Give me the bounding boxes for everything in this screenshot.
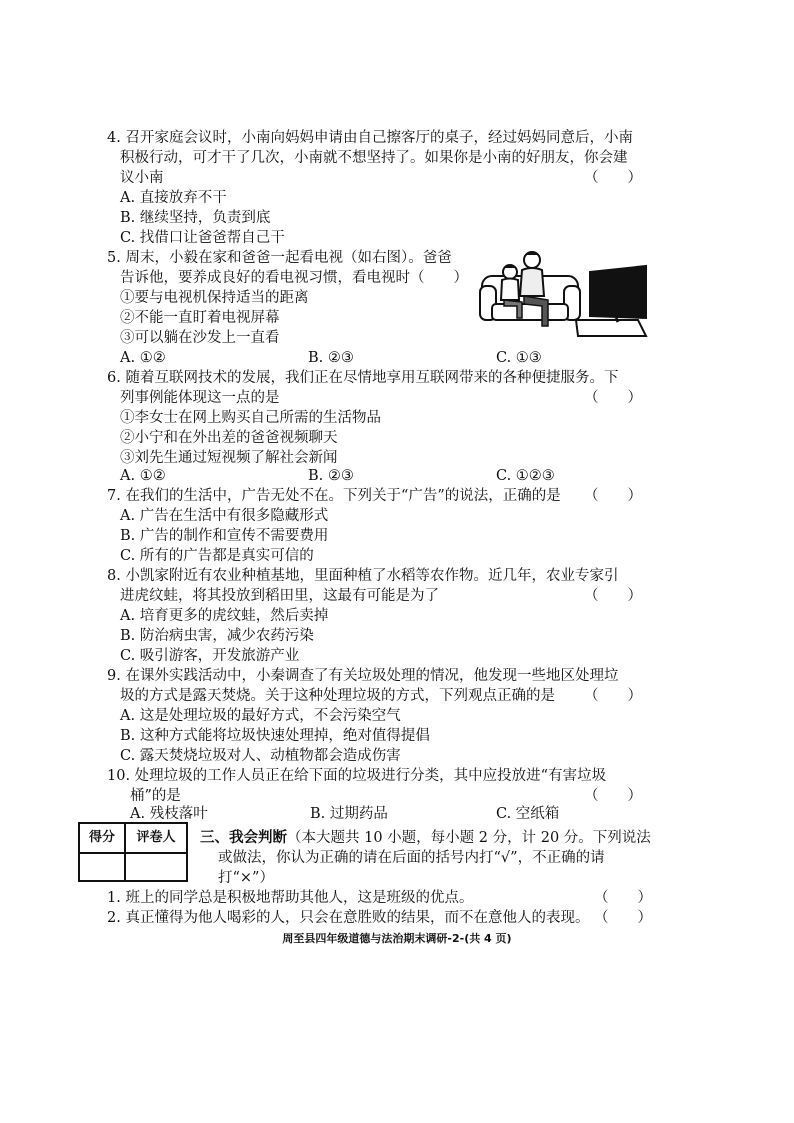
q7-option-a: A. 广告在生活中有很多隐藏形式 — [120, 508, 329, 524]
q9-option-a: A. 这是处理垃圾的最好方式，不会污染空气 — [120, 708, 401, 724]
q9-option-c: C. 露天焚烧垃圾对人、动植物都会造成伤害 — [120, 748, 401, 764]
q6-answer-bracket: （ ） — [584, 390, 642, 406]
judge-item-2: 2. 真正懂得为他人喝彩的人，只会在意胜败的结果，而不在意他人的表现。 — [107, 910, 590, 926]
score-box — [78, 822, 188, 882]
q7-option-b: B. 广告的制作和宣传不需要费用 — [120, 528, 329, 544]
score-cell — [80, 854, 126, 880]
q8-option-c: C. 吸引游客，开发旅游产业 — [120, 648, 300, 664]
score-label: 得分 — [80, 824, 126, 852]
q9-option-b: B. 这种方式能将垃圾快速处理掉，绝对值得提倡 — [120, 728, 430, 744]
q5-item-1: ①要与电视机保持适当的距离 — [120, 290, 309, 306]
q4-option-b: B. 继续坚持，负责到底 — [120, 210, 271, 226]
q10-option-b: B. 过期药品 — [310, 806, 388, 822]
q8-line-2: 进虎纹蛙，将其投放到稻田里，这最有可能是为了 — [120, 588, 439, 604]
q10-answer-bracket: （ ） — [584, 788, 642, 804]
q5-option-c: C. ①③ — [496, 350, 542, 366]
q5-item-2: ②不能一直盯着电视屏幕 — [120, 310, 280, 326]
q10-options — [130, 804, 650, 824]
q6-item-3: ③刘先生通过短视频了解社会新闻 — [120, 450, 338, 466]
q8-line-1: 8. 小凯家附近有农业种植基地，里面种植了水稻等农作物。近几年，农业专家引 — [107, 568, 619, 584]
q9-line-2: 圾的方式是露天焚烧。关于这种处理垃圾的方式，下列观点正确的是 — [120, 688, 555, 704]
q6-line-2: 列事例能体现这一点的是 — [120, 390, 280, 406]
section-3-instructions: （本大题共 10 小题，每小题 2 分，计 20 分。下列说法 — [287, 830, 651, 846]
q6-option-c: C. ①②③ — [496, 468, 555, 484]
q7-option-c: C. 所有的广告都是真实可信的 — [120, 548, 314, 564]
section-3-line-1 — [200, 828, 651, 848]
section-3-line-2: 或做法，你认为正确的请在后面的括号内打“√”，不正确的请 — [218, 850, 605, 866]
q7-answer-bracket: （ ） — [584, 488, 642, 504]
q8-answer-bracket: （ ） — [584, 588, 642, 604]
judge-item-1-bracket: （ ） — [594, 890, 652, 906]
q6-item-1: ①李女士在网上购买自己所需的生活物品 — [120, 410, 381, 426]
q9-line-1: 9. 在课外实践活动中，小秦调查了有关垃圾处理的情况，他发现一些地区处理垃 — [107, 668, 619, 684]
q6-options — [120, 466, 640, 486]
father-and-son-watching-tv-illustration — [478, 246, 650, 338]
q9-answer-bracket: （ ） — [584, 688, 642, 704]
section-3-title: 三、我会判断 — [200, 830, 287, 846]
q10-option-c: C. 空纸箱 — [496, 806, 560, 822]
score-box-blank-row — [80, 852, 186, 880]
q4-line-2: 积极行动，可才干了几次，小南就不想坚持了。如果你是小南的好朋友，你会建 — [120, 150, 628, 166]
q10-line-2: 桶”的是 — [130, 788, 181, 804]
q4-line-3: 议小南 — [120, 170, 164, 186]
q6-item-2: ②小宁和在外出差的爸爸视频聊天 — [120, 430, 338, 446]
q5-options — [120, 348, 640, 368]
q8-option-a: A. 培育更多的虎纹蛙，然后卖掉 — [120, 608, 329, 624]
q5-line-2: 告诉他，要养成良好的看电视习惯，看电视时（ ） — [120, 270, 468, 286]
q6-option-b: B. ②③ — [308, 468, 354, 484]
q8-option-b: B. 防治病虫害，减少农药污染 — [120, 628, 314, 644]
q5-option-a: A. ①② — [120, 350, 166, 366]
q4-answer-bracket: （ ） — [584, 170, 642, 186]
page-footer: 周至县四年级道德与法治期末调研-2-(共 4 页) — [282, 932, 512, 945]
grader-label: 评卷人 — [136, 830, 176, 845]
judge-item-2-bracket: （ ） — [594, 910, 652, 926]
q5-option-b: B. ②③ — [308, 350, 354, 366]
q4-option-c: C. 找借口让爸爸帮自己干 — [120, 230, 285, 246]
judge-item-1: 1. 班上的同学总是积极地帮助其他人，这是班级的优点。 — [107, 890, 474, 906]
q10-option-a: A. 残枝落叶 — [130, 806, 208, 822]
q7-line-1: 7. 在我们的生活中，广告无处不在。下列关于“广告”的说法，正确的是 — [107, 488, 561, 504]
q10-line-1: 10. 处理垃圾的工作人员正在给下面的垃圾进行分类，其中应投放进“有害垃圾 — [107, 768, 607, 784]
q6-option-a: A. ①② — [120, 468, 166, 484]
section-3-line-3: 打“×”） — [218, 870, 274, 886]
q6-line-1: 6. 随着互联网技术的发展，我们正在尽情地享用互联网带来的各种便捷服务。下 — [107, 370, 619, 386]
q4-option-a: A. 直接放弃不干 — [120, 190, 227, 206]
q4-line-1: 4. 召开家庭会议时，小南向妈妈申请由自己擦客厅的桌子，经过妈妈同意后，小南 — [107, 130, 633, 146]
q5-line-1: 5. 周末，小毅在家和爸爸一起看电视（如右图）。爸爸 — [107, 250, 452, 266]
q5-item-3: ③可以躺在沙发上一直看 — [120, 330, 280, 346]
